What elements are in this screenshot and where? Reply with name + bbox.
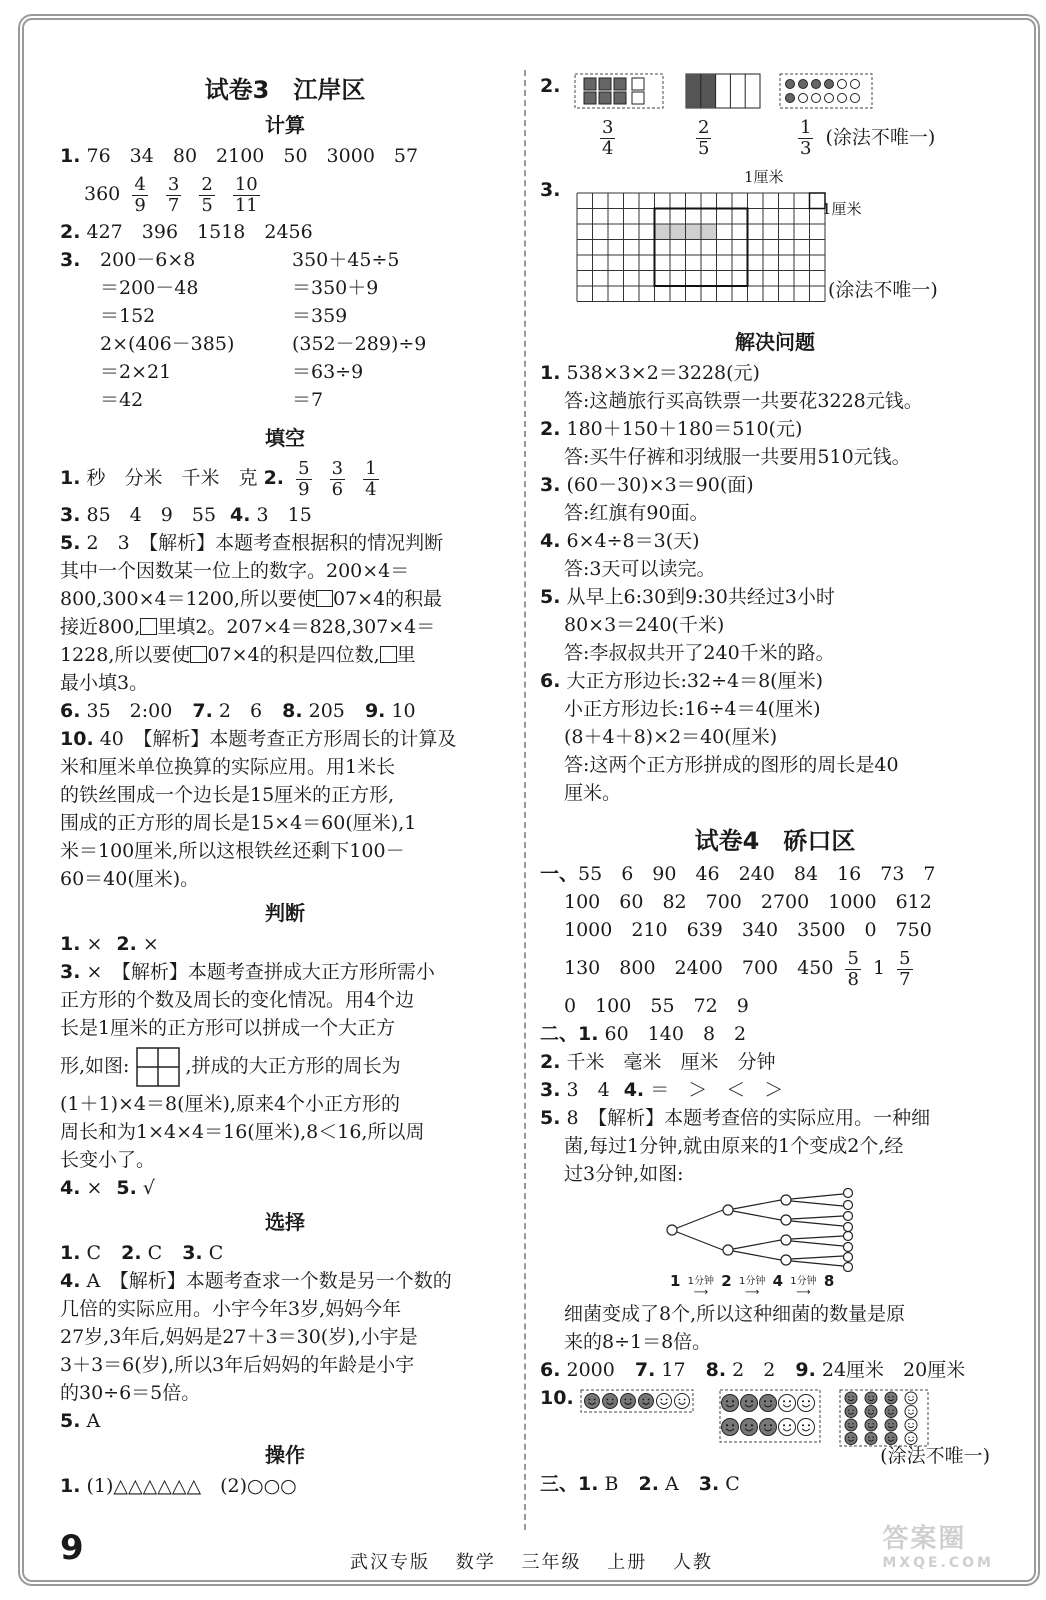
judge-q3-figure-line: 形,如图: ,拼成的大正方形的周长为 [60,1042,510,1090]
solve-line: 答:红旗有90面。 [564,502,709,524]
op-q3-grid [576,192,826,304]
paper4-title: 试卷4 硚口区 [694,827,856,855]
blank-box [140,618,157,635]
paper3-title: 试卷3 江岸区 [204,76,366,104]
choice-q4-line: 的30÷6＝5倍。 [60,1382,201,1404]
left-column [60,62,510,1500]
smiley-icon [905,1392,917,1404]
fill-q10-line: 60＝40(厘米)。 [60,868,200,890]
p4-s2-q2: 2. 千米 毫米 厘米 分钟 [540,1051,776,1073]
judge-q3-line: 长变小了。 [60,1149,156,1171]
smiley-icon [798,1395,815,1412]
fill-q6-q9: 6. 35 2:00 7. 2 6 8. 205 9. 10 [60,700,416,722]
fraction: $\frac{3}{6}$ [331,457,344,500]
fraction: $\frac{4}{9}$ [134,173,146,216]
choice-q4-line: 3＋3＝6(岁),所以3年后妈妈的年龄是小宇 [60,1354,415,1376]
smiley-icon [865,1433,877,1445]
note: (涂法不唯一) [825,126,936,149]
fill-heading: 填空 [265,426,305,450]
calc-q1-line1: 1. 76 34 80 2100 50 3000 57 [60,145,419,167]
smiley-icon [585,1394,600,1409]
solve-heading: 解决问题 [735,330,815,354]
smiley-icon [779,1419,796,1436]
fill-q10-line: 围成的正方形的周长是15×4＝60(厘米),1 [60,812,417,834]
column-divider [524,70,526,1530]
calc-heading: 计算 [265,113,305,137]
judge-q3-line: 正方形的个数及周长的变化情况。用4个边 [60,989,415,1011]
unit-square [810,193,826,209]
smiley-icon [722,1395,739,1412]
smiley-icon [657,1394,672,1409]
smiley-icon [603,1394,618,1409]
solve-line: 答:3天可以读完。 [564,558,716,580]
smiley-icon [885,1406,897,1418]
calc-q3: 3. 200－6×8 ＝200－48 ＝152 2×(406－385) ＝2×21 ＝42 350＋45÷5 ＝350＋9 ＝359 (352－289)÷9 ＝63÷9 ＝7 [60,249,427,411]
smiley-icon [760,1419,777,1436]
judge-q3-line: (1＋1)×4＝8(厘米),原来4个小正方形的 [60,1093,401,1115]
smiley-icon [905,1406,917,1418]
four-square-figure [136,1047,180,1087]
choice-q1-q3: 1. C 2. C 3. C [60,1242,224,1264]
bacteria-tree [540,1188,1010,1300]
page-number: 9 [60,1528,84,1568]
fill-q3-q4: 3. 85 4 9 55 4. 3 15 [60,504,312,526]
fraction: $\frac{1}{4}$ [365,457,377,500]
smiley-icon [741,1395,758,1412]
solve-line: 答:买牛仔裤和羽绒服一共要用510元钱。 [564,446,911,468]
op-q2: 2. $\frac{3}{4}$ $\frac{2}{5}$ $\frac{1}{3}$ (涂法不唯一) [540,62,1010,172]
judge-q3: 3. × 【解析】本题考查拼成大正方形所需小 [60,961,435,983]
blank-box [190,646,207,663]
solve-item: 6. 大正方形边长:32÷4＝8(厘米) [540,670,824,692]
smiley-icon [675,1394,690,1409]
p4-s2-q5-line: 过3分钟,如图: [564,1163,684,1185]
fraction: $\frac{1}{3}$ [800,117,812,159]
smiley-icon [905,1419,917,1431]
watermark-logo: 答案圈 MXQE.COM [882,1524,994,1571]
solve-line: 答:这趟旅行买高铁票一共要花3228元钱。 [564,390,923,412]
fraction: $\frac{2}{5}$ [201,173,213,216]
p4-s2-q10: 10. (涂法不唯一) [540,1384,1010,1470]
smiley-icon [885,1419,897,1431]
right-column [540,62,1010,1498]
judge-q1-q2: 1. × 2. × [60,933,159,955]
op-heading: 操作 [265,1443,305,1467]
bacteria-tree-svg [660,1188,880,1272]
fraction: $\frac{10}{11}$ [234,173,258,216]
smiley-icon [845,1419,857,1431]
fraction: $\frac{3}{4}$ [602,117,614,159]
fraction: $\frac{3}{7}$ [167,173,180,216]
p4-s2-q5-line: 细菌变成了8个,所以这种细菌的数量是原 [564,1303,906,1325]
p4-s1-line: 一、55 6 90 46 240 84 16 73 7 [540,863,936,885]
fill-q5-line: 其中一个因数某一位上的数字。200×4＝ [60,560,410,582]
tree-label-row: 1 1分钟 ⟶ 2 1分钟 ⟶ 4 1分钟 ⟶ 8 [670,1272,835,1298]
fill-q10: 10. 40 【解析】本题考查正方形周长的计算及 [60,728,457,750]
calc-q1-line2: 360 $\frac{4}{9}$ $\frac{3}{7}$ $\frac{2}{5}$ $\frac{10}{11}$ [84,173,258,216]
choice-q4: 4. A 【解析】本题考查求一个数是另一个数的 [60,1270,452,1292]
p4-s1-line: 130 800 2400 700 450 $\frac{5}{8}$ 1 $\frac{5}{7}$ [564,947,911,990]
smiley-icon [845,1433,857,1445]
smiley-icon [885,1392,897,1404]
calc-q2: 2. 427 396 1518 2456 [60,221,313,243]
fill-q5: 5. 2 3 【解析】本题考查根据积的情况判断 [60,532,444,554]
note: (涂法不唯一) [880,1445,990,1467]
solve-line: 答:这两个正方形拼成的图形的周长是40 [564,754,899,776]
smiley-icon [779,1395,796,1412]
solve-list [540,359,1010,807]
fraction: $\frac{5}{7}$ [899,947,911,990]
solve-item: 1. 538×3×2＝3228(元) [540,362,760,384]
fill-q10-line: 米＝100厘米,所以这根铁丝还剩下100－ [60,840,405,862]
fill-q5-line: 接近800, 里填2。207×4＝828,307×4＝ [60,616,436,638]
fill-q5-line: 1228,所以要使 07×4的积是四位数, 里 [60,644,416,666]
p4-s1-line: 1000 210 639 340 3500 0 750 [564,919,932,941]
blank-box [316,590,333,607]
p4-s2-q3-q4: 3. 3 4 4. ＝ ＞ ＜ ＞ [540,1079,784,1101]
judge-q3-line: 长是1厘米的正方形可以拼成一个大正方 [60,1017,396,1039]
fraction: $\frac{2}{5}$ [698,117,710,159]
solve-line: 答:李叔叔共开了240千米的路。 [564,642,835,664]
solve-line: 厘米。 [564,782,622,804]
solve-item: 3. (60－30)×3＝90(面) [540,474,754,496]
smiley-figures [580,1386,980,1448]
fill-q5-line: 最小填3。 [60,672,149,694]
smiley-icon [722,1419,739,1436]
fill-q1-q2: 1. 秒 分米 千米 克 2. $\frac{5}{9}$ $\frac{3}{6}$ $\frac{1}{4}$ [60,457,377,500]
footer-text: 武汉专版 数学 三年级 上册 人教 [350,1552,713,1573]
footer [60,1524,1020,1580]
p4-s2-q5-line: 来的8÷1＝8倍。 [564,1331,712,1353]
smiley-icon [760,1395,777,1412]
judge-heading: 判断 [265,901,305,925]
solve-item: 5. 从早上6:30到9:30共经过3小时 [540,586,835,608]
op-q2-figures [574,70,874,114]
solve-line: 80×3＝240(千米) [564,614,725,636]
fill-q10-line: 米和厘米单位换算的实际应用。用1米长 [60,756,396,778]
fraction: $\frac{5}{9}$ [298,457,310,500]
label-top: 1厘米 [744,168,784,186]
judge-q4-q5: 4. × 5. √ [60,1177,156,1199]
choice-q5: 5. A [60,1410,101,1432]
solve-item: 4. 6×4÷8＝3(天) [540,530,700,552]
label-side: 1厘米 [822,200,862,218]
smiley-icon [621,1394,636,1409]
solve-item: 2. 180＋150＋180＝510(元) [540,418,803,440]
p4-s2-q6-q9: 6. 2000 7. 17 8. 2 2 9. 24厘米 20厘米 [540,1359,966,1381]
smiley-icon [865,1419,877,1431]
fill-q10-line: 的铁丝围成一个边长是15厘米的正方形, [60,784,395,806]
smiley-icon [845,1406,857,1418]
judge-q3-line: 周长和为1×4×4＝16(厘米),8＜16,所以周 [60,1121,425,1143]
choice-q4-line: 27岁,3年后,妈妈是27＋3＝30(岁),小宇是 [60,1326,418,1348]
fraction: $\frac{5}{8}$ [847,947,859,990]
fill-q5-line: 800,300×4＝1200,所以要使 07×4的积最 [60,588,443,610]
choice-q4-line: 几倍的实际应用。小宇今年3岁,妈妈今年 [60,1298,402,1320]
smiley-icon [865,1392,877,1404]
note: (涂法不唯一) [828,279,938,301]
p4-s2-q1: 二、1. 60 140 8 2 [540,1023,747,1045]
p4-s3: 三、1. B 2. A 3. C [540,1473,740,1495]
p4-s2-q5-line: 菌,每过1分钟,就由原来的1个变成2个,经 [564,1135,904,1157]
p4-s1-line: 0 100 55 72 9 [564,995,749,1017]
op-q3: 3. 1厘米 1厘米 (涂法不唯一) [540,172,1010,322]
smiley-icon [639,1394,654,1409]
p4-s1-line: 100 60 82 700 2700 1000 612 [564,891,932,913]
solve-line: 小正方形边长:16÷4＝4(厘米) [564,698,821,720]
smiley-icon [845,1392,857,1404]
blank-box [380,646,397,663]
solve-line: (8＋4＋8)×2＝40(厘米) [564,726,778,748]
smiley-icon [741,1419,758,1436]
choice-heading: 选择 [265,1210,305,1234]
p4-s2-q5: 5. 8 【解析】本题考查倍的实际应用。一种细 [540,1107,931,1129]
op-q1: 1. (1)△△△△△△ (2)○○○ [60,1475,297,1497]
smiley-icon [865,1406,877,1418]
smiley-icon [798,1419,815,1436]
